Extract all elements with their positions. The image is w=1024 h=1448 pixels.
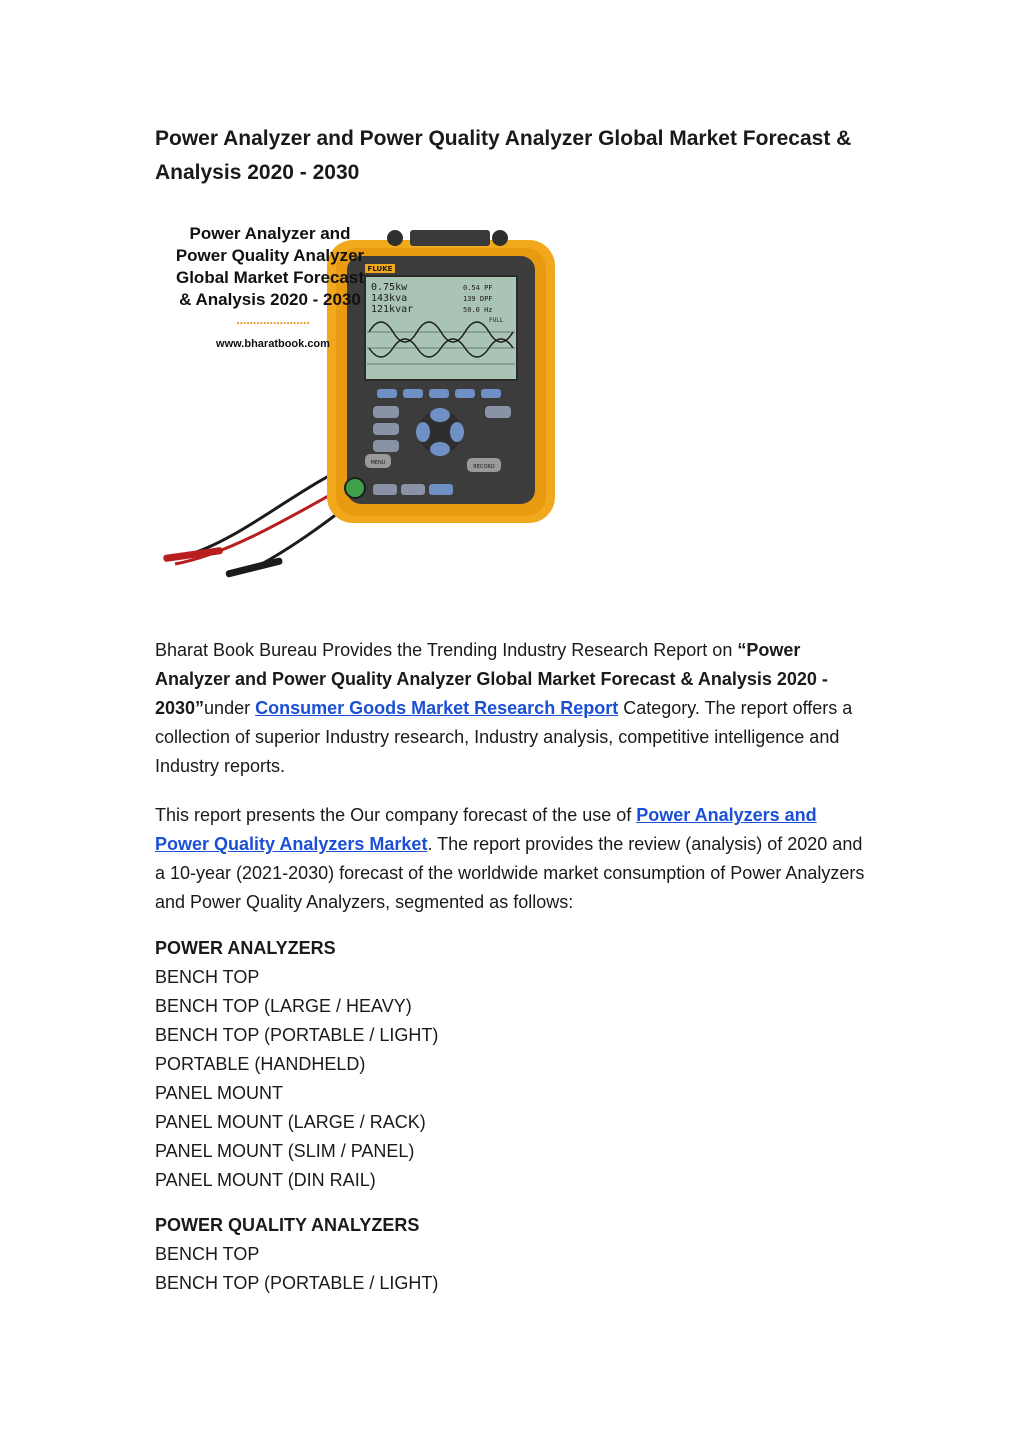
screen-readout-pf: 0.54 PF: [463, 284, 493, 292]
screen-readout-dpf: 139 DPF: [463, 295, 493, 303]
screen-footer: FULL: [489, 317, 504, 324]
segment-item: BENCH TOP: [155, 967, 260, 987]
segment-item: BENCH TOP: [155, 1244, 260, 1264]
segment-item: PANEL MOUNT (SLIM / PANEL): [155, 1141, 415, 1161]
report-name: “Power Analyzer and Power Quality Analyzer Global Market Forecast & Analysis 2020 - 2030”: [155, 640, 828, 718]
cover-url: www.bharatbook.com: [216, 338, 330, 350]
consumer-goods-link[interactable]: Consumer Goods Market Research Report: [255, 698, 619, 718]
screen-readout-kva: 143kva: [371, 293, 408, 304]
market-link[interactable]: Power Analyzers and Power Quality Analyzers Market: [155, 805, 817, 854]
record-key-label: RECORD: [473, 464, 495, 470]
intro-paragraph: [155, 636, 875, 781]
segment-item: PORTABLE (HANDHELD): [155, 1054, 366, 1074]
cover-line-3: Global Market Forecast: [175, 268, 365, 287]
screen-readout-hz: 50.0 Hz: [463, 306, 493, 314]
cover-line-2: Power Quality Analyzer: [175, 246, 365, 265]
segment-power-analyzers: [155, 934, 875, 1195]
segment-item: PANEL MOUNT (LARGE / RACK): [155, 1112, 426, 1132]
scope-paragraph: [155, 801, 875, 917]
segment-heading: POWER ANALYZERS: [155, 938, 336, 958]
scope-rest-text: . The report provides the review (analysis) of 2020 and a 10-year (2021-2030) forecast of the worldwide market consumption of Power Analyzers and Power Quality Analyzers, segmented as follows:: [155, 834, 865, 912]
menu-key-label: MENU: [370, 460, 386, 466]
cover-dots: ......................: [236, 313, 310, 327]
segment-item: BENCH TOP (PORTABLE / LIGHT): [155, 1273, 439, 1293]
segment-item: PANEL MOUNT (DIN RAIL): [155, 1170, 376, 1190]
cover-line-4: & Analysis 2020 - 2030: [179, 290, 361, 309]
segment-item: PANEL MOUNT: [155, 1083, 284, 1103]
intro-text: Bharat Book Bureau Provides the Trending Industry Research Report on: [155, 640, 738, 660]
scope-intro-text: This report presents the Our company forecast of the use of: [155, 805, 637, 825]
screen-readout-kvar: 121kvar: [371, 304, 414, 315]
cover-line-1: Power Analyzer and: [189, 224, 351, 243]
segment-item: BENCH TOP (PORTABLE / LIGHT): [155, 1025, 439, 1045]
segment-heading: POWER QUALITY ANALYZERS: [155, 1215, 420, 1235]
segment-item: BENCH TOP (LARGE / HEAVY): [155, 996, 412, 1016]
device-brand: FLUKE: [367, 265, 393, 273]
under-text: under: [204, 698, 256, 718]
intro-rest-text: Category. The report offers a collection of superior Industry research, Industry analysis, competitive intelligence and Industry reports.: [155, 698, 853, 776]
product-cover-image: [155, 208, 582, 614]
segment-power-quality-analyzers: [155, 1211, 875, 1298]
screen-readout-kw: 0.75kw: [371, 282, 408, 293]
document-title: Power Analyzer and Power Quality Analyzer Global Market Forecast & Analysis 2020 - 2030: [155, 127, 852, 184]
